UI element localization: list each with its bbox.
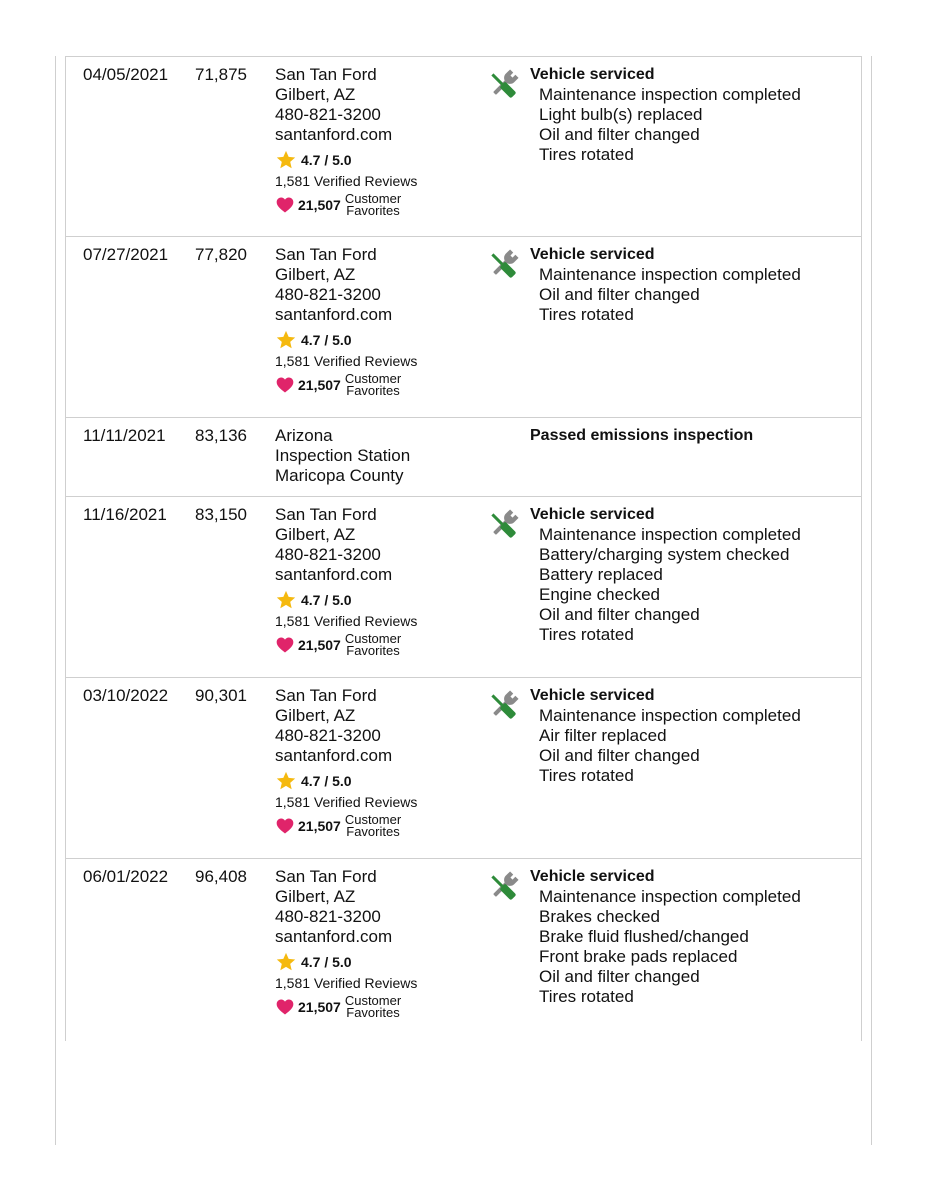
favorites-label: Customer Favorites	[344, 631, 402, 658]
vehicle-history-table	[66, 57, 861, 1040]
rating-value: 4.7 / 5.0	[301, 332, 352, 348]
outer-left-border	[55, 56, 56, 1145]
source-line: Gilbert, AZ	[275, 887, 356, 906]
record-mileage: 96,408	[195, 867, 247, 886]
record-mileage: 77,820	[195, 245, 247, 264]
heart-icon	[275, 195, 295, 215]
service-item: Front brake pads replaced	[539, 947, 738, 966]
wrench-screwdriver-icon	[485, 247, 521, 283]
source-line: Maricopa County	[275, 466, 404, 485]
source-line: 480-821-3200	[275, 105, 381, 124]
record-mileage: 83,136	[195, 426, 247, 445]
record-date: 03/10/2022	[83, 686, 169, 705]
star-icon	[275, 329, 297, 351]
source-line: santanford.com	[275, 927, 393, 946]
source-line: 480-821-3200	[275, 907, 381, 926]
table-right-border	[861, 56, 862, 1041]
service-item: Maintenance inspection completed	[539, 706, 801, 725]
customer-favorites	[275, 812, 475, 840]
record-mileage: 90,301	[195, 686, 247, 705]
favorites-count: 21,507	[298, 637, 341, 653]
source-line: San Tan Ford	[275, 686, 377, 705]
history-record-row	[66, 859, 861, 1040]
rating	[275, 951, 475, 973]
favorites-label: Customer Favorites	[344, 993, 402, 1020]
source-line: San Tan Ford	[275, 505, 377, 524]
favorites-label: Customer Favorites	[344, 371, 402, 398]
customer-favorites	[275, 631, 475, 659]
wrench-screwdriver-icon	[485, 67, 521, 103]
record-source	[275, 867, 475, 1021]
source-line: Gilbert, AZ	[275, 265, 356, 284]
verified-reviews-link[interactable]: 1,581 Verified Reviews	[275, 173, 418, 189]
service-item: Oil and filter changed	[539, 967, 700, 986]
event-title: Vehicle serviced	[530, 506, 655, 523]
source-line: Gilbert, AZ	[275, 706, 356, 725]
rating	[275, 589, 475, 611]
record-details	[530, 686, 860, 786]
record-source	[275, 686, 475, 840]
source-line: Inspection Station	[275, 446, 411, 465]
heart-icon	[275, 375, 295, 395]
heart-icon	[275, 635, 295, 655]
heart-icon	[275, 816, 295, 836]
record-details	[530, 65, 860, 165]
record-source	[275, 505, 475, 659]
source-line: Arizona	[275, 426, 333, 445]
record-date: 04/05/2021	[83, 65, 169, 84]
record-source	[275, 65, 475, 219]
verified-reviews-link[interactable]: 1,581 Verified Reviews	[275, 794, 418, 810]
service-item: Tires rotated	[539, 625, 634, 644]
source-line: San Tan Ford	[275, 245, 377, 264]
source-line: 480-821-3200	[275, 545, 381, 564]
customer-favorites	[275, 993, 475, 1021]
rating-value: 4.7 / 5.0	[301, 954, 352, 970]
record-details	[530, 426, 860, 446]
history-record-row	[66, 237, 861, 418]
source-line: santanford.com	[275, 565, 393, 584]
wrench-screwdriver-icon	[485, 507, 521, 543]
history-record-row	[66, 678, 861, 859]
event-title: Vehicle serviced	[530, 246, 655, 263]
star-icon	[275, 951, 297, 973]
rating-value: 4.7 / 5.0	[301, 152, 352, 168]
rating	[275, 329, 475, 351]
favorites-count: 21,507	[298, 197, 341, 213]
service-item: Maintenance inspection completed	[539, 887, 801, 906]
service-item: Maintenance inspection completed	[539, 85, 801, 104]
service-item: Brakes checked	[539, 907, 660, 926]
service-item: Brake fluid flushed/changed	[539, 927, 749, 946]
verified-reviews-link[interactable]: 1,581 Verified Reviews	[275, 975, 418, 991]
star-icon	[275, 770, 297, 792]
event-title: Vehicle serviced	[530, 687, 655, 704]
rating	[275, 149, 475, 171]
service-item: Engine checked	[539, 585, 660, 604]
outer-right-border	[871, 56, 872, 1145]
event-title: Vehicle serviced	[530, 868, 655, 885]
service-item: Tires rotated	[539, 766, 634, 785]
rating	[275, 770, 475, 792]
record-mileage: 71,875	[195, 65, 247, 84]
service-item: Air filter replaced	[539, 726, 667, 745]
rating-value: 4.7 / 5.0	[301, 592, 352, 608]
record-details	[530, 245, 860, 325]
service-item: Tires rotated	[539, 145, 634, 164]
source-line: santanford.com	[275, 746, 393, 765]
history-record-row	[66, 57, 861, 237]
wrench-screwdriver-icon	[485, 869, 521, 905]
customer-favorites	[275, 191, 475, 219]
source-line: 480-821-3200	[275, 285, 381, 304]
service-item: Battery replaced	[539, 565, 663, 584]
source-line: San Tan Ford	[275, 65, 377, 84]
customer-favorites	[275, 371, 475, 399]
record-date: 11/11/2021	[83, 426, 166, 445]
record-source	[275, 426, 475, 486]
record-date: 06/01/2022	[83, 867, 169, 886]
favorites-label: Customer Favorites	[344, 812, 402, 839]
favorites-label: Customer Favorites	[344, 191, 402, 218]
favorites-count: 21,507	[298, 999, 341, 1015]
history-record-row	[66, 418, 861, 497]
source-line: santanford.com	[275, 125, 393, 144]
service-item: Tires rotated	[539, 305, 634, 324]
event-title: Vehicle serviced	[530, 66, 655, 83]
favorites-count: 21,507	[298, 377, 341, 393]
verified-reviews-link[interactable]: 1,581 Verified Reviews	[275, 613, 418, 629]
service-item: Tires rotated	[539, 987, 634, 1006]
record-details	[530, 505, 860, 645]
record-details	[530, 867, 860, 1007]
service-item: Oil and filter changed	[539, 746, 700, 765]
wrench-screwdriver-icon	[485, 688, 521, 724]
verified-reviews-link[interactable]: 1,581 Verified Reviews	[275, 353, 418, 369]
history-record-row	[66, 497, 861, 678]
star-icon	[275, 589, 297, 611]
service-item: Oil and filter changed	[539, 125, 700, 144]
service-item: Maintenance inspection completed	[539, 525, 801, 544]
source-line: Gilbert, AZ	[275, 525, 356, 544]
service-item: Maintenance inspection completed	[539, 265, 801, 284]
source-line: San Tan Ford	[275, 867, 377, 886]
source-line: santanford.com	[275, 305, 393, 324]
source-line: Gilbert, AZ	[275, 85, 356, 104]
favorites-count: 21,507	[298, 818, 341, 834]
service-item: Light bulb(s) replaced	[539, 105, 703, 124]
event-title: Passed emissions inspection	[530, 427, 754, 444]
service-item: Oil and filter changed	[539, 285, 700, 304]
record-mileage: 83,150	[195, 505, 247, 524]
record-date: 11/16/2021	[83, 505, 167, 524]
heart-icon	[275, 997, 295, 1017]
star-icon	[275, 149, 297, 171]
record-date: 07/27/2021	[83, 245, 169, 264]
source-line: 480-821-3200	[275, 726, 381, 745]
service-item: Battery/charging system checked	[539, 545, 790, 564]
record-source	[275, 245, 475, 399]
service-item: Oil and filter changed	[539, 605, 700, 624]
rating-value: 4.7 / 5.0	[301, 773, 352, 789]
